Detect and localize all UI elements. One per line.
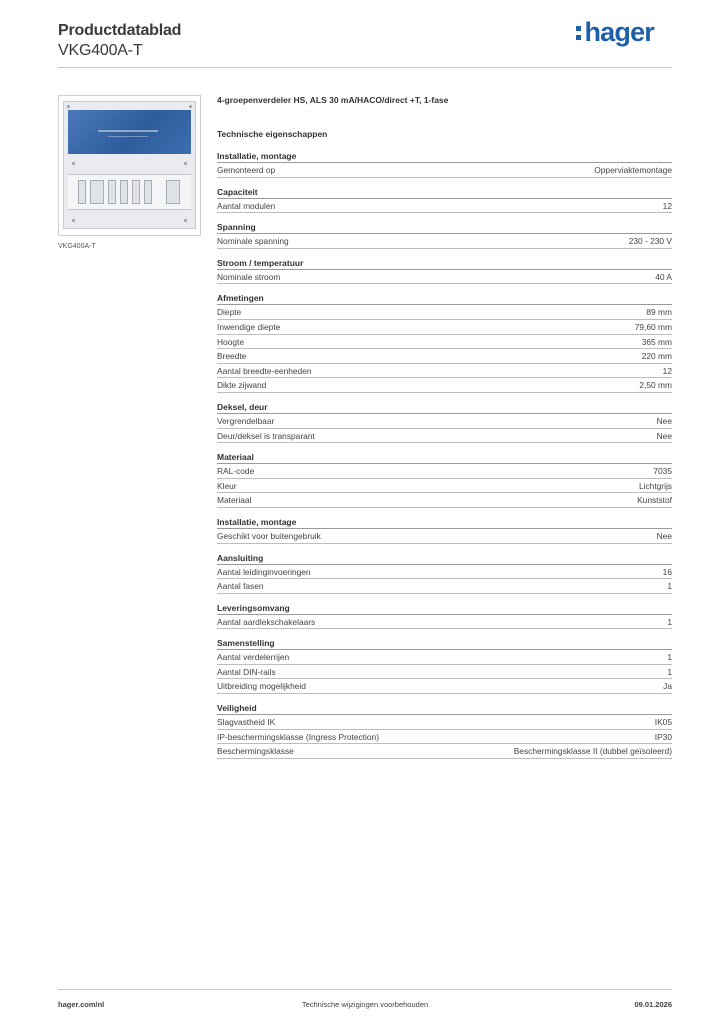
- spec-group-title: Stroom / temperatuur: [217, 258, 672, 270]
- spec-group-title: Leveringsomvang: [217, 603, 672, 615]
- logo-dots-icon: [575, 25, 582, 45]
- spec-value: 220 mm: [641, 351, 672, 362]
- spec-row: [217, 730, 672, 745]
- spec-row: [217, 378, 672, 393]
- spec-value: 12: [662, 200, 672, 211]
- spec-value: Nee: [656, 430, 672, 441]
- spec-group: [217, 293, 672, 393]
- spec-value: Lichtgrijs: [638, 480, 672, 491]
- spec-value: 7035: [653, 466, 672, 477]
- footer-notice: Technische wijzigingen voorbehouden: [301, 1000, 429, 1009]
- spec-value: 230 - 230 V: [628, 236, 672, 247]
- spec-group-title: Spanning: [217, 222, 672, 234]
- spec-value: IP30: [654, 731, 672, 742]
- spec-label: Materiaal: [217, 495, 252, 506]
- spec-label: Aantal fasen: [217, 581, 264, 592]
- spec-value: Beschermingsklasse II (dubbel geïsoleerd): [513, 746, 672, 757]
- spec-value: 40 A: [655, 271, 672, 282]
- spec-value: 1: [667, 666, 672, 677]
- spec-group: [217, 703, 672, 759]
- page-footer: [58, 989, 672, 1009]
- spec-group-title: Deksel, deur: [217, 402, 672, 414]
- spec-row: [217, 320, 672, 335]
- spec-label: Breedte: [217, 351, 247, 362]
- spec-value: 12: [662, 365, 672, 376]
- spec-row: [217, 364, 672, 379]
- spec-value: Nee: [656, 415, 672, 426]
- footer-website: hager.com/nl: [58, 1000, 105, 1009]
- spec-label: Aantal verdelerrijen: [217, 652, 290, 663]
- page-header: [58, 17, 672, 68]
- spec-value: Opperviaktemontage: [594, 165, 672, 175]
- spec-value: Nee: [656, 530, 672, 541]
- spec-row: [217, 665, 672, 680]
- spec-row: [217, 479, 672, 494]
- spec-value: 1: [667, 652, 672, 663]
- spec-label: RAL-code: [217, 466, 255, 477]
- image-caption: VKG400A-T: [58, 243, 96, 250]
- document-title: Productdatablad: [58, 22, 182, 39]
- spec-row: [217, 529, 672, 544]
- spec-label: Beschermingsklasse: [217, 746, 294, 757]
- spec-group-title: Veiligheid: [217, 703, 672, 715]
- spec-value: 1: [667, 581, 672, 592]
- spec-row: [217, 679, 672, 694]
- distribution-board-illustration: [63, 101, 196, 229]
- front-cover-panel: [68, 110, 191, 154]
- spec-group: [217, 222, 672, 249]
- spec-value: 365 mm: [641, 336, 672, 347]
- spec-row: [217, 650, 672, 665]
- spec-row: [217, 715, 672, 730]
- product-description: 4-groepenverdeler HS, ALS 30 mA/HACO/direct +T, 1-fase: [217, 95, 449, 105]
- product-reference: VKG400A-T: [58, 42, 143, 59]
- spec-value: 16: [662, 566, 672, 577]
- spec-content: [217, 95, 672, 768]
- spec-row: [217, 305, 672, 320]
- spec-value: IK05: [654, 717, 672, 728]
- product-image: [58, 95, 201, 236]
- spec-groups: [217, 151, 672, 759]
- spec-value: 2,50 mm: [639, 380, 672, 391]
- spec-label: Hoogte: [217, 336, 245, 347]
- spec-group-title: Materiaal: [217, 452, 672, 464]
- spec-label: Aantal leidinginvoeringen: [217, 566, 311, 577]
- spec-row: [217, 270, 672, 285]
- spec-group-title: Installatie, montage: [217, 517, 672, 529]
- spec-group-title: Aansluiting: [217, 553, 672, 565]
- spec-row: [217, 414, 672, 429]
- spec-label: Kleur: [217, 480, 237, 491]
- spec-group: [217, 603, 672, 630]
- spec-label: Aantal aardlekschakelaars: [217, 616, 316, 627]
- spec-group-title: Afmetingen: [217, 293, 672, 305]
- spec-row: [217, 565, 672, 580]
- spec-row: [217, 335, 672, 350]
- spec-row: [217, 163, 672, 178]
- spec-group: [217, 452, 672, 508]
- spec-row: [217, 579, 672, 594]
- spec-row: [217, 615, 672, 630]
- spec-group: [217, 187, 672, 214]
- spec-label: Nominale spanning: [217, 236, 289, 247]
- spec-value: Ja: [663, 681, 672, 692]
- spec-value: Kunststof: [637, 495, 672, 506]
- spec-value: 89 mm: [646, 307, 672, 318]
- spec-label: Deur/deksel is transparant: [217, 430, 315, 441]
- spec-row: [217, 744, 672, 759]
- spec-label: Aantal breedte-eenheden: [217, 365, 312, 376]
- spec-row: [217, 234, 672, 249]
- spec-label: IP-beschermingsklasse (Ingress Protection): [217, 731, 379, 742]
- spec-group-title: Capaciteit: [217, 187, 672, 199]
- spec-value: 1: [667, 616, 672, 627]
- din-rail-modules: [68, 174, 191, 210]
- spec-group-title: Installatie, montage: [217, 151, 672, 163]
- spec-group: [217, 402, 672, 443]
- spec-row: [217, 349, 672, 364]
- spec-group: [217, 517, 672, 544]
- spec-group: [217, 638, 672, 694]
- spec-label: Aantal DIN-rails: [217, 666, 276, 677]
- logo-text: hager: [584, 17, 654, 47]
- spec-group: [217, 258, 672, 285]
- spec-row: [217, 429, 672, 444]
- spec-row: [217, 493, 672, 508]
- spec-group: [217, 151, 672, 178]
- footer-date: 09.01.2026: [634, 1000, 672, 1009]
- spec-row: [217, 464, 672, 479]
- spec-label: Vergrendelbaar: [217, 415, 275, 426]
- spec-label: Geschikt voor buitengebruik: [217, 530, 321, 541]
- spec-group: [217, 553, 672, 594]
- spec-row: [217, 199, 672, 214]
- spec-label: Dikte zijwand: [217, 380, 267, 391]
- spec-group-title: Samenstelling: [217, 638, 672, 650]
- spec-label: Slagvastheid IK: [217, 717, 276, 728]
- spec-label: Nominale stroom: [217, 271, 281, 282]
- hager-logo: [575, 19, 654, 46]
- spec-label: Aantal modulen: [217, 200, 276, 211]
- spec-label: Inwendige diepte: [217, 321, 281, 332]
- spec-value: 79,60 mm: [634, 321, 672, 332]
- spec-label: Diepte: [217, 307, 242, 318]
- section-heading: Technische eigenschappen: [217, 129, 328, 139]
- spec-label: Gemonteerd op: [217, 165, 276, 175]
- spec-label: Uitbreiding mogelijkheid: [217, 681, 306, 692]
